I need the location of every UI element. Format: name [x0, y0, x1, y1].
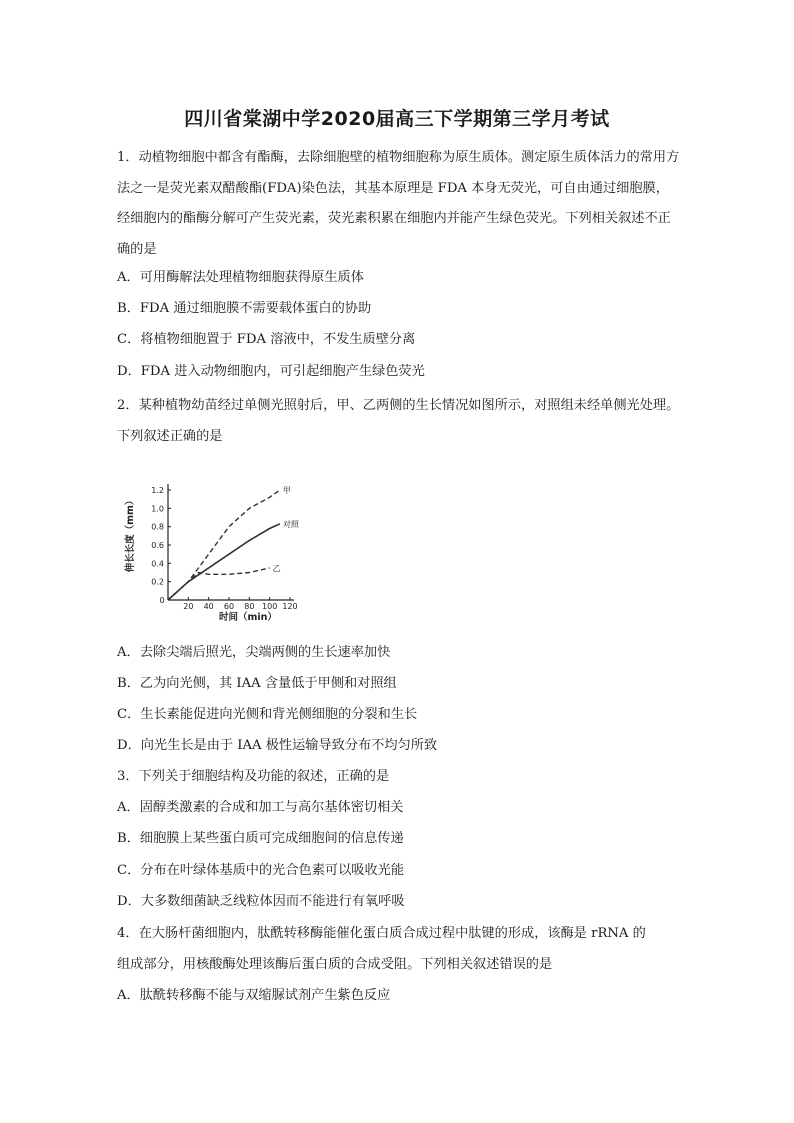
chart-series-line	[168, 490, 280, 600]
chart-y-tick-label: 1.0	[151, 504, 164, 514]
q3-option-a: A．固醇类激素的合成和加工与高尔基体密切相关	[117, 800, 404, 815]
page-title: 四川省棠湖中学2020届高三下学期第三学月考试	[184, 108, 610, 130]
chart-x-tick-label: 0	[159, 596, 165, 605]
chart-x-axis-label: 时间（min）	[219, 612, 277, 623]
q1-stem: 1．动植物细胞中都含有酯酶，去除细胞壁的植物细胞称为原生质体。测定原生质体活力的常用方法之一是荧光素双醋酸酯(FDA)染色法，其基本原理是 FDA 本身无荧光，可自由通过细胞膜，经细胞内的酯酶分解可产生荧光素，荧光素积累在细胞内并能产生绿色荧光。下列相关叙述不正确的是	[117, 150, 680, 257]
q4-stem-line-2: 组成部分，用核酸酶处理该酶后蛋白质的合成受阻。下列相关叙述错误的是	[117, 957, 553, 972]
q2-option-c: C．生长素能促进向光侧和背光侧细胞的分裂和生长	[117, 707, 418, 722]
q2-option-d: D．向光生长是由于 IAA 极性运输导致分布不均匀所致	[117, 738, 438, 753]
chart-series-label: 乙	[272, 563, 281, 573]
q1-option-a: A．可用酶解法处理植物细胞获得原生质体	[117, 270, 364, 285]
chart-series-label: 对照	[282, 519, 299, 529]
chart-x-tick-label: 60	[223, 602, 235, 611]
q3-option-d: D．大多数细菌缺乏线粒体因而不能进行有氧呼吸	[117, 894, 405, 909]
chart-x-tick-label: 100	[262, 602, 278, 611]
chart-x-tick-label: 120	[282, 602, 298, 611]
chart-y-tick-label: 1.2	[151, 486, 164, 495]
q4-option-a: A．肽酰转移酶不能与双缩脲试剂产生紫色反应	[117, 988, 391, 1003]
q1-option-d: D．FDA 进入动物细胞内，可引起细胞产生绿色荧光	[117, 364, 425, 379]
chart-x-tick-label: 20	[183, 602, 194, 611]
q1-option-b: B．FDA 通过细胞膜不需要载体蛋白的协助	[117, 301, 372, 316]
q3-stem: 3．下列关于细胞结构及功能的叙述，正确的是	[117, 769, 390, 784]
chart-x-tick-label: 40	[203, 602, 214, 611]
chart-x-tick-label: 80	[244, 602, 255, 611]
chart-y-tick-label: 0.4	[151, 559, 164, 569]
q3-option-c: C．分布在叶绿体基质中的光合色素可以吸收光能	[117, 863, 405, 878]
chart-series-line	[168, 524, 280, 600]
chart-y-tick-label: 0.8	[151, 522, 164, 532]
q2-stem: 2．某种植物幼苗经过单侧光照射后，甲、乙两侧的生长情况如图所示，对照组未经单侧光处理。下列叙述正确的是	[117, 398, 680, 444]
chart-series-line	[168, 568, 270, 600]
q1-option-c: C．将植物细胞置于 FDA 溶液中，不发生质壁分离	[117, 332, 416, 347]
q2-option-a: A．去除尖端后照光，尖端两侧的生长速率加快	[117, 645, 391, 660]
chart-y-axis-label: 伸长长度（mm）	[125, 495, 136, 573]
chart-plot-area	[151, 484, 300, 611]
chart-y-tick-label: 0.2	[151, 577, 164, 587]
chart-series-label: 甲	[282, 486, 291, 495]
q3-option-b: B．细胞膜上某些蛋白质可完成细胞间的信息传递	[117, 831, 404, 846]
q2-option-b: B．乙为向光侧，其 IAA 含量低于甲侧和对照组	[117, 676, 397, 691]
chart-y-tick-label: 0.6	[151, 541, 164, 550]
q4-stem-line-1: 4．在大肠杆菌细胞内，肽酰转移酶能催化蛋白质合成过程中肽键的形成，该酶是 rRNA 的	[117, 926, 646, 941]
growth-chart	[120, 474, 310, 626]
